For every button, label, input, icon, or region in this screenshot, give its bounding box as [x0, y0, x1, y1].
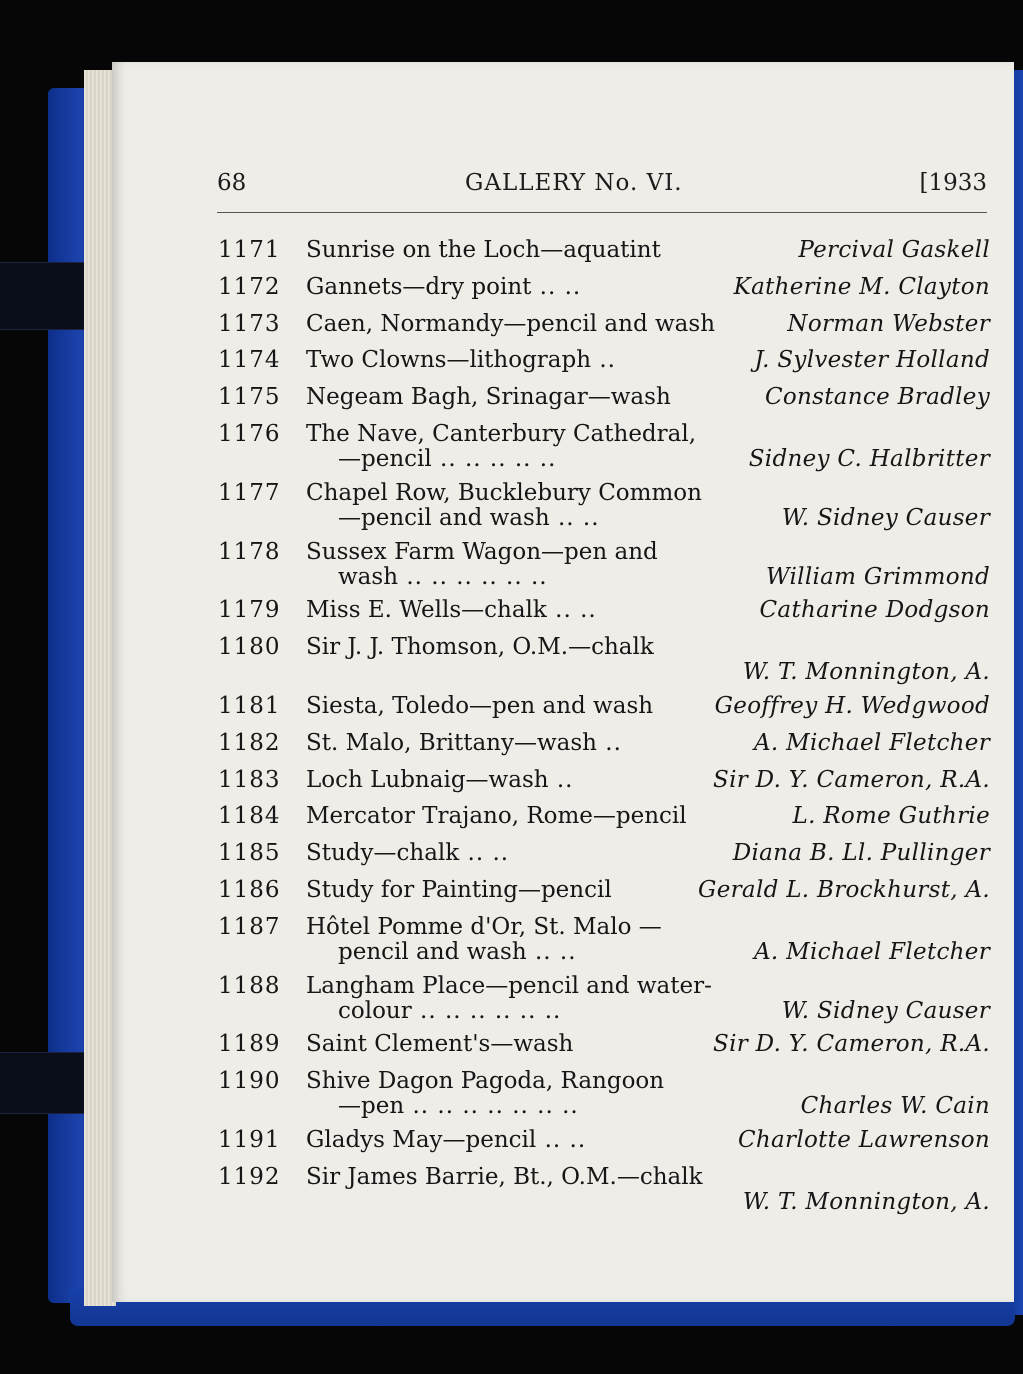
page-number: 68 [217, 170, 247, 196]
entry-line [218, 688, 990, 724]
entry-number: 1191 [218, 1127, 281, 1153]
entry-title: Shive Dagon Pagoda, Rangoon [306, 1068, 665, 1095]
entry-line [218, 659, 990, 686]
entry-line [218, 1093, 990, 1120]
entry-number: 1186 [218, 877, 281, 903]
entry-title: Mercator Trajano, Rome—pencil [306, 803, 687, 830]
entry-line [218, 762, 990, 798]
entry-line [218, 446, 990, 473]
catalogue-entry [218, 379, 990, 415]
entry-title-continuation: colour .. .. .. .. .. .. [338, 997, 562, 1024]
catalogue-entry [218, 725, 990, 761]
entry-number: 1192 [218, 1163, 281, 1190]
entry-title: Sunrise on the Loch—aquatint [306, 237, 661, 263]
entry-line [218, 269, 990, 305]
entry-title-continuation: pencil and wash .. .. [338, 938, 577, 965]
entry-number: 1178 [218, 538, 281, 565]
catalogue-entry [218, 475, 990, 532]
entry-title: St. Malo, Brittany—wash .. [306, 729, 622, 756]
entry-line [218, 725, 990, 761]
entry-number: 1190 [218, 1068, 281, 1095]
catalogue-entry [218, 1063, 990, 1120]
catalogue-entry [218, 798, 990, 834]
entry-line [218, 232, 990, 268]
leader-dots: .. .. .. .. .. .. [398, 563, 548, 590]
entry-artist: Catharine Dodgson [759, 597, 990, 624]
entry-title: Sussex Farm Wagon—pen and [306, 538, 658, 565]
entry-artist: W. T. Monnington, A. [742, 659, 990, 686]
entry-line [218, 798, 990, 834]
entry-artist: Geoffrey H. Wedgwood [714, 693, 990, 719]
entry-title: Loch Lubnaig—wash .. [306, 766, 574, 793]
entry-title: Chapel Row, Bucklebury Common [306, 479, 702, 506]
entry-title: Negeam Bagh, Srinagar—wash [306, 384, 671, 411]
entry-artist: Sir D. Y. Cameron, R.A. [713, 1031, 990, 1058]
entry-number: 1172 [218, 273, 281, 300]
entry-artist: William Grimmond [765, 563, 990, 590]
entry-line [218, 306, 990, 342]
entry-artist: A. Michael Fletcher [754, 729, 990, 756]
catalogue-entry [218, 342, 990, 378]
catalogue-entry [218, 416, 990, 473]
entry-title: Study—chalk .. .. [306, 840, 510, 867]
entry-artist: Constance Bradley [764, 384, 990, 411]
entry-line [218, 1122, 990, 1158]
entry-title: Hôtel Pomme d'Or, St. Malo — [306, 913, 662, 940]
entry-artist: Sidney C. Halbritter [748, 446, 990, 472]
leader-dots: .. [596, 729, 622, 756]
entry-title: Gannets—dry point .. .. [306, 273, 582, 300]
entry-number: 1173 [218, 310, 281, 337]
entry-number: 1176 [218, 421, 281, 447]
entry-number: 1180 [218, 634, 281, 661]
binding-strap [0, 1052, 92, 1114]
leader-dots: .. .. [459, 840, 510, 867]
entry-artist: W. T. Monnington, A. [742, 1188, 990, 1215]
entry-title-continuation: wash .. .. .. .. .. .. [338, 563, 548, 590]
entry-number: 1183 [218, 766, 281, 793]
entry-artist: Sir D. Y. Cameron, R.A. [713, 766, 990, 793]
leader-dots: .. .. .. .. .. [431, 446, 557, 472]
entry-title: Saint Clement's—wash [306, 1031, 574, 1058]
year: [1933 [919, 170, 987, 196]
entry-artist: Charles W. Cain [800, 1093, 990, 1120]
entry-line [218, 592, 990, 628]
catalogue-entry [218, 762, 990, 798]
catalogue-entry [218, 1026, 990, 1062]
entry-title: Gladys May—pencil .. .. [306, 1127, 587, 1153]
entry-number: 1177 [218, 479, 281, 506]
leader-dots: .. .. [531, 273, 582, 300]
entry-title: Langham Place—pencil and water- [306, 972, 712, 999]
entry-line [218, 872, 990, 908]
catalogue-entry [218, 306, 990, 342]
entry-artist: W. Sidney Causer [781, 504, 990, 531]
entry-title: Sir J. J. Thomson, O.M.—chalk [306, 634, 654, 661]
leader-dots: .. .. [526, 938, 577, 965]
entry-number: 1175 [218, 384, 281, 411]
binding-strap [0, 262, 92, 330]
entry-artist: Katherine M. Clayton [733, 273, 990, 300]
entry-line [218, 1026, 990, 1062]
entry-line [218, 835, 990, 871]
catalogue-entry [218, 592, 990, 628]
entry-title: Study for Painting—pencil [306, 877, 612, 903]
entry-line [218, 939, 990, 966]
gallery-title: GALLERY No. VI. [465, 170, 683, 196]
leader-dots: .. .. [546, 597, 597, 624]
leader-dots: .. [548, 766, 574, 793]
catalogue-entry [218, 269, 990, 305]
entry-number: 1174 [218, 347, 281, 374]
leader-dots: .. .. [549, 504, 600, 531]
entry-title-continuation: —pencil and wash .. .. [338, 504, 600, 531]
entry-title: Sir James Barrie, Bt., O.M.—chalk [306, 1163, 703, 1190]
entry-line [218, 342, 990, 378]
entry-number: 1179 [218, 597, 281, 624]
entry-artist: Diana B. Ll. Pullinger [732, 840, 990, 867]
leader-dots: .. [591, 347, 616, 374]
catalogue-entry [218, 534, 990, 591]
entry-number: 1171 [218, 237, 281, 263]
entry-line [218, 379, 990, 415]
entry-artist: J. Sylvester Holland [754, 347, 990, 374]
entry-line [218, 1189, 990, 1216]
catalogue-entry [218, 1159, 990, 1216]
leader-dots: .. .. .. .. .. .. .. [404, 1093, 579, 1120]
entry-title: Two Clowns—lithograph .. [306, 347, 616, 374]
entry-title-continuation: —pencil .. .. .. .. .. [338, 446, 557, 472]
entry-number: 1182 [218, 729, 281, 756]
entry-number: 1187 [218, 913, 281, 940]
catalogue-entry [218, 629, 990, 686]
entry-artist: Percival Gaskell [798, 237, 990, 263]
entry-number: 1185 [218, 840, 281, 867]
entry-artist: Charlotte Lawrenson [738, 1127, 990, 1153]
catalogue-entry [218, 688, 990, 724]
catalogue-entry [218, 872, 990, 908]
entry-number: 1189 [218, 1031, 281, 1058]
entry-artist: L. Rome Guthrie [792, 803, 990, 830]
entry-artist: Gerald L. Brockhurst, A. [698, 877, 990, 903]
entry-title-continuation: —pen .. .. .. .. .. .. .. [338, 1093, 579, 1120]
entry-title: Siesta, Toledo—pen and wash [306, 693, 654, 719]
entry-line [218, 998, 990, 1025]
catalogue-entry [218, 909, 990, 966]
catalogue-entry [218, 835, 990, 871]
entry-number: 1184 [218, 803, 281, 830]
entry-title: The Nave, Canterbury Cathedral, [306, 421, 697, 447]
entry-title: Miss E. Wells—chalk .. .. [306, 597, 597, 624]
entry-artist: A. Michael Fletcher [754, 938, 990, 965]
entry-line [218, 564, 990, 591]
leader-dots: .. .. .. .. .. .. [411, 997, 562, 1024]
entry-artist: W. Sidney Causer [781, 997, 990, 1024]
entry-artist: Norman Webster [787, 310, 990, 337]
catalogue-entry [218, 1122, 990, 1158]
entry-title: Caen, Normandy—pencil and wash [306, 310, 716, 337]
leader-dots: .. .. [536, 1127, 587, 1153]
entry-line [218, 505, 990, 532]
entry-number: 1181 [218, 693, 281, 719]
catalogue-entry [218, 232, 990, 268]
running-header [217, 170, 987, 204]
entry-number: 1188 [218, 972, 281, 999]
catalogue-entry [218, 968, 990, 1025]
header-rule [217, 212, 987, 213]
